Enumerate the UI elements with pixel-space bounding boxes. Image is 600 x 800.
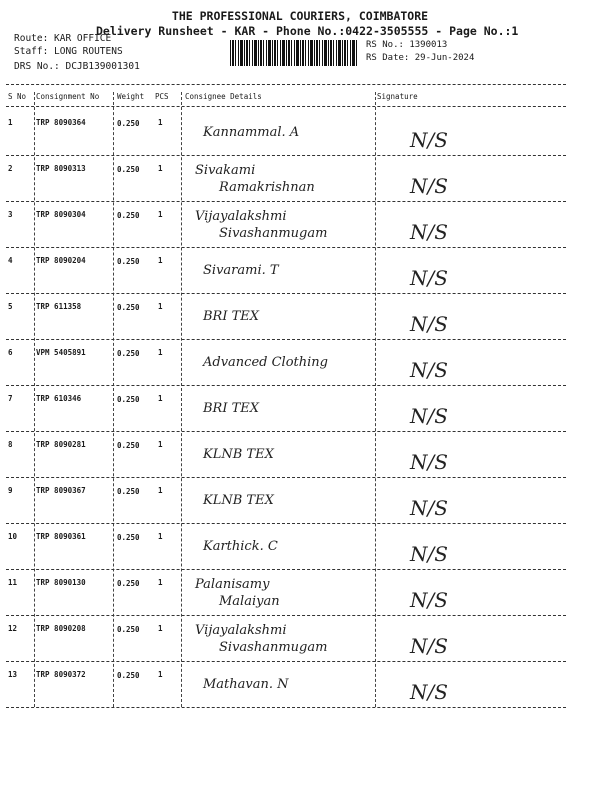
- row-consignment-no: TRP 8090313: [36, 164, 86, 173]
- consignee-name: Kannammal. A: [203, 125, 300, 140]
- signature-mark: N/S: [410, 312, 448, 336]
- signature-mark: N/S: [410, 588, 448, 612]
- signature-mark: N/S: [410, 128, 448, 152]
- row-consignment-no: TRP 8090281: [36, 440, 86, 449]
- row-consignment-no: TRP 8090361: [36, 532, 86, 541]
- row-weight: 0.250: [117, 395, 140, 404]
- row-pcs: 1: [158, 394, 163, 403]
- row-weight: 0.250: [117, 625, 140, 634]
- consignee-name: Palanisamy: [195, 577, 270, 592]
- signature-mark: N/S: [410, 542, 448, 566]
- row-pcs: 1: [158, 210, 163, 219]
- row-sno: 4: [8, 256, 13, 265]
- consignee-name: Karthick. C: [203, 539, 278, 554]
- signature-mark: N/S: [410, 680, 448, 704]
- drs-number: DRS No.: DCJB139001301: [14, 61, 140, 72]
- row-weight: 0.250: [117, 257, 140, 266]
- row-consignment-no: TRP 8090204: [36, 256, 86, 265]
- table-top-rule: [6, 84, 566, 85]
- row-sno: 11: [8, 578, 18, 587]
- row-pcs: 1: [158, 578, 163, 587]
- row-separator: [6, 477, 566, 478]
- row-sno: 9: [8, 486, 13, 495]
- header-bottom-rule: [6, 106, 566, 107]
- row-sno: 12: [8, 624, 18, 633]
- row-sno: 2: [8, 164, 13, 173]
- signature-mark: N/S: [410, 450, 448, 474]
- row-consignment-no: TRP 8090372: [36, 670, 86, 679]
- company-title: THE PROFESSIONAL COURIERS, COIMBATORE: [171, 9, 429, 23]
- row-pcs: 1: [158, 670, 163, 679]
- consignee-name: KLNB TEX: [203, 447, 274, 462]
- column-header: Consignment No: [36, 92, 100, 101]
- row-sno: 7: [8, 394, 13, 403]
- row-weight: 0.250: [117, 303, 140, 312]
- row-pcs: 1: [158, 486, 163, 495]
- signature-mark: N/S: [410, 358, 448, 382]
- consignee-name-line2: Sivashanmugam: [219, 226, 328, 241]
- consignee-name: KLNB TEX: [203, 493, 274, 508]
- row-separator: [6, 155, 566, 156]
- row-consignment-no: TRP 8090364: [36, 118, 86, 127]
- row-separator: [6, 385, 566, 386]
- row-consignment-no: TRP 8090208: [36, 624, 86, 633]
- consignee-name: Advanced Clothing: [203, 355, 328, 370]
- row-pcs: 1: [158, 348, 163, 357]
- row-pcs: 1: [158, 440, 163, 449]
- row-consignment-no: TRP 610346: [36, 394, 82, 403]
- column-header: PCS: [155, 92, 169, 101]
- row-sno: 10: [8, 532, 18, 541]
- consignee-name: BRI TEX: [203, 401, 260, 416]
- consignee-name: BRI TEX: [203, 309, 260, 324]
- row-sno: 1: [8, 118, 13, 127]
- row-pcs: 1: [158, 256, 163, 265]
- row-consignment-no: VPM 5405891: [36, 348, 86, 357]
- row-sno: 6: [8, 348, 13, 357]
- row-consignment-no: TRP 8090304: [36, 210, 86, 219]
- row-sno: 8: [8, 440, 13, 449]
- row-separator: [6, 523, 566, 524]
- runsheet-subtitle: Delivery Runsheet - KAR - Phone No.:0422-3505555 - Page No.:1: [96, 24, 519, 38]
- consignee-name-line2: Ramakrishnan: [219, 180, 315, 195]
- row-sno: 13: [8, 670, 18, 679]
- row-pcs: 1: [158, 118, 163, 127]
- row-separator: [6, 569, 566, 570]
- consignee-name-line2: Sivashanmugam: [219, 640, 328, 655]
- staff-label: Staff: LONG ROUTENS: [14, 46, 123, 57]
- row-pcs: 1: [158, 532, 163, 541]
- signature-mark: N/S: [410, 634, 448, 658]
- row-separator: [6, 247, 566, 248]
- signature-mark: N/S: [410, 496, 448, 520]
- consignee-name: Mathavan. N: [203, 677, 289, 692]
- row-sno: 5: [8, 302, 13, 311]
- barcode-image: [230, 40, 358, 66]
- signature-mark: N/S: [410, 404, 448, 428]
- column-header: Weight: [117, 92, 145, 101]
- row-separator: [6, 339, 566, 340]
- row-consignment-no: TRP 8090130: [36, 578, 86, 587]
- row-weight: 0.250: [117, 119, 140, 128]
- row-weight: 0.250: [117, 671, 140, 680]
- row-weight: 0.250: [117, 487, 140, 496]
- row-weight: 0.250: [117, 349, 140, 358]
- route-label: Route: KAR OFFICE: [14, 33, 112, 44]
- row-pcs: 1: [158, 164, 163, 173]
- rs-date: RS Date: 29-Jun-2024: [366, 53, 475, 63]
- row-weight: 0.250: [117, 579, 140, 588]
- row-separator: [6, 293, 566, 294]
- row-pcs: 1: [158, 302, 163, 311]
- row-separator: [6, 201, 566, 202]
- row-weight: 0.250: [117, 165, 140, 174]
- column-header: S No: [8, 92, 27, 101]
- row-separator: [6, 707, 566, 708]
- consignee-name: Vijayalakshmi: [195, 209, 287, 224]
- row-weight: 0.250: [117, 533, 140, 542]
- column-header: Consignee Details: [185, 92, 262, 101]
- row-separator: [6, 615, 566, 616]
- signature-mark: N/S: [410, 220, 448, 244]
- row-sno: 3: [8, 210, 13, 219]
- row-consignment-no: TRP 611358: [36, 302, 82, 311]
- signature-mark: N/S: [410, 174, 448, 198]
- row-weight: 0.250: [117, 211, 140, 220]
- row-weight: 0.250: [117, 441, 140, 450]
- consignee-name-line2: Malaiyan: [219, 594, 280, 609]
- consignee-name: Sivarami. T: [203, 263, 279, 278]
- column-header: Signature: [377, 92, 418, 101]
- signature-mark: N/S: [410, 266, 448, 290]
- consignee-name: Vijayalakshmi: [195, 623, 287, 638]
- row-consignment-no: TRP 8090367: [36, 486, 86, 495]
- row-separator: [6, 431, 566, 432]
- row-pcs: 1: [158, 624, 163, 633]
- row-separator: [6, 661, 566, 662]
- consignee-name: Sivakami: [195, 163, 256, 178]
- rs-number: RS No.: 1390013: [366, 40, 448, 50]
